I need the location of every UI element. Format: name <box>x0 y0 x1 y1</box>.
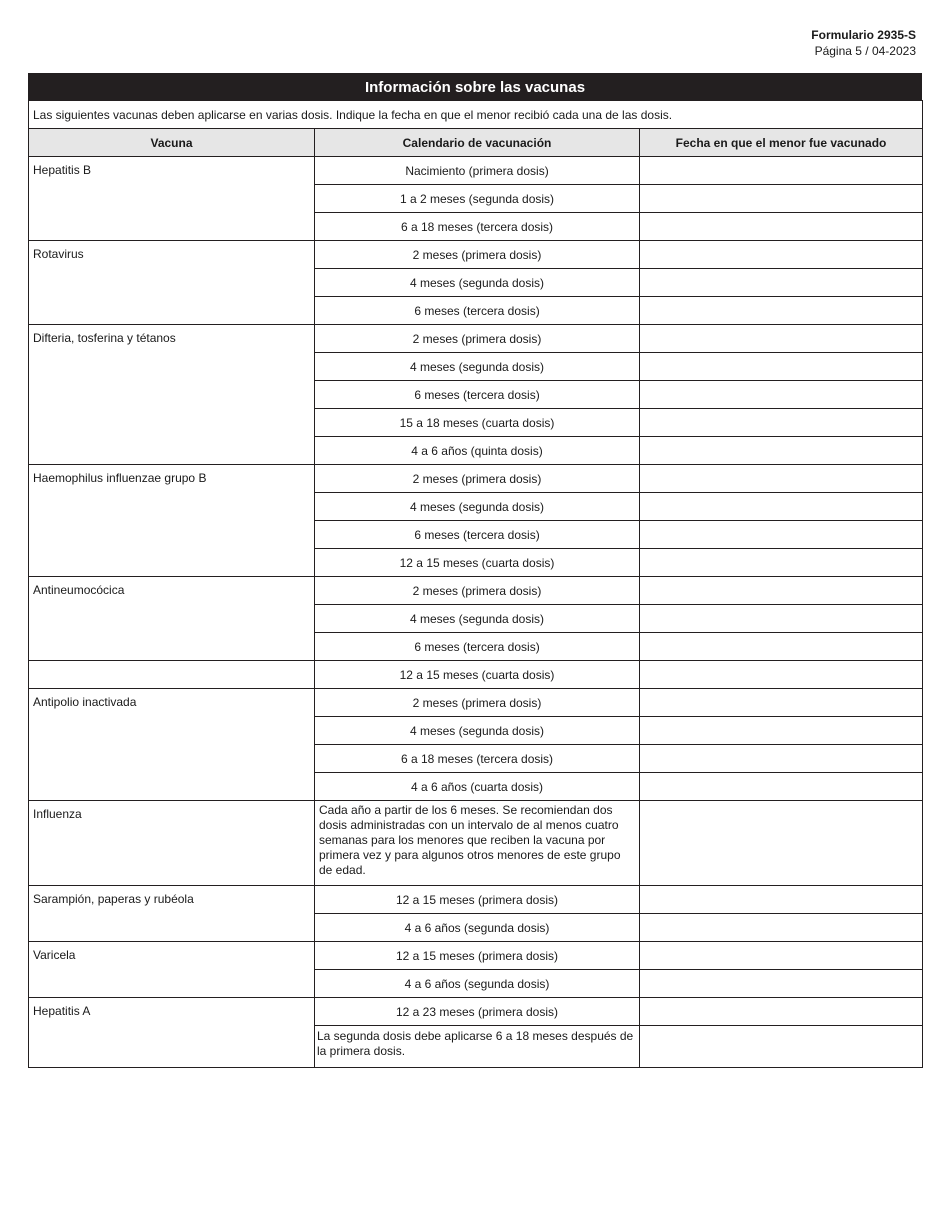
dose-schedule: 4 meses (segunda dosis) <box>315 605 640 633</box>
date-field[interactable] <box>640 605 923 633</box>
vaccine-name-influenza: Influenza <box>29 801 315 886</box>
dose-schedule: 4 a 6 años (segunda dosis) <box>315 970 640 998</box>
dose-schedule: 2 meses (primera dosis) <box>315 325 640 353</box>
vaccine-name-varicella: Varicela <box>29 942 315 998</box>
dose-schedule: 1 a 2 meses (segunda dosis) <box>315 185 640 213</box>
dose-schedule: 2 meses (primera dosis) <box>315 241 640 269</box>
dose-schedule: 4 meses (segunda dosis) <box>315 717 640 745</box>
table-row <box>29 801 923 886</box>
date-field[interactable] <box>640 325 923 353</box>
date-field[interactable] <box>640 745 923 773</box>
date-field[interactable] <box>640 970 923 998</box>
dose-schedule: 6 meses (tercera dosis) <box>315 297 640 325</box>
table-row <box>29 465 923 493</box>
column-header-schedule: Calendario de vacunación <box>315 129 640 157</box>
date-field[interactable] <box>640 353 923 381</box>
table-row <box>29 942 923 970</box>
dose-schedule: 4 a 6 años (cuarta dosis) <box>315 773 640 801</box>
date-field[interactable] <box>640 914 923 942</box>
vaccine-name-mmr: Sarampión, paperas y rubéola <box>29 886 315 942</box>
date-field[interactable] <box>640 773 923 801</box>
dose-schedule: 4 meses (segunda dosis) <box>315 493 640 521</box>
date-field[interactable] <box>640 717 923 745</box>
dose-schedule: 6 a 18 meses (tercera dosis) <box>315 213 640 241</box>
date-field[interactable] <box>640 549 923 577</box>
dose-schedule: 4 meses (segunda dosis) <box>315 269 640 297</box>
column-header-date: Fecha en que el menor fue vacunado <box>640 129 923 157</box>
date-field[interactable] <box>640 942 923 970</box>
vaccine-table <box>28 100 923 1068</box>
dose-schedule: 2 meses (primera dosis) <box>315 465 640 493</box>
date-field[interactable] <box>640 241 923 269</box>
section-title: Información sobre las vacunas <box>28 73 922 100</box>
date-field[interactable] <box>640 269 923 297</box>
date-field[interactable] <box>640 213 923 241</box>
dose-schedule: 6 meses (tercera dosis) <box>315 633 640 661</box>
date-field[interactable] <box>640 437 923 465</box>
vaccine-info-section <box>28 73 922 1068</box>
dose-schedule: 2 meses (primera dosis) <box>315 689 640 717</box>
dose-schedule: 4 a 6 años (segunda dosis) <box>315 914 640 942</box>
section-intro: Las siguientes vacunas deben aplicarse en varias dosis. Indique la fecha en que el menor recibió cada una de las dosis. <box>29 101 923 129</box>
column-header-vaccine: Vacuna <box>29 129 315 157</box>
date-field[interactable] <box>640 157 923 185</box>
dose-schedule: 12 a 15 meses (primera dosis) <box>315 886 640 914</box>
dose-schedule: 12 a 15 meses (primera dosis) <box>315 942 640 970</box>
vaccine-name-rotavirus: Rotavirus <box>29 241 315 325</box>
date-field[interactable] <box>640 185 923 213</box>
date-field[interactable] <box>640 801 923 886</box>
date-field[interactable] <box>640 661 923 689</box>
date-field[interactable] <box>640 521 923 549</box>
page-header <box>811 27 916 59</box>
table-row <box>29 157 923 185</box>
table-row <box>29 241 923 269</box>
table-row <box>29 886 923 914</box>
dose-schedule: 12 a 23 meses (primera dosis) <box>315 998 640 1026</box>
date-field[interactable] <box>640 409 923 437</box>
vaccine-name-blank <box>29 661 315 689</box>
dose-schedule: 6 meses (tercera dosis) <box>315 521 640 549</box>
vaccine-name-ipv: Antipolio inactivada <box>29 689 315 801</box>
date-field[interactable] <box>640 465 923 493</box>
date-field[interactable] <box>640 689 923 717</box>
dose-schedule: Nacimiento (primera dosis) <box>315 157 640 185</box>
dose-schedule: 4 a 6 años (quinta dosis) <box>315 437 640 465</box>
date-field[interactable] <box>640 1026 923 1068</box>
date-field[interactable] <box>640 297 923 325</box>
dose-schedule: 4 meses (segunda dosis) <box>315 353 640 381</box>
table-row <box>29 661 923 689</box>
dose-schedule: 15 a 18 meses (cuarta dosis) <box>315 409 640 437</box>
table-row <box>29 998 923 1026</box>
date-field[interactable] <box>640 886 923 914</box>
date-field[interactable] <box>640 577 923 605</box>
vaccine-name-hepatitis-b: Hepatitis B <box>29 157 315 241</box>
vaccine-name-hepatitis-a: Hepatitis A <box>29 998 315 1068</box>
vaccine-name-pneumococcal: Antineumocócica <box>29 577 315 661</box>
date-field[interactable] <box>640 633 923 661</box>
dose-schedule-note: Cada año a partir de los 6 meses. Se recomiendan dos dosis administradas con un intervalo de al menos cuatro semanas para los menores que reciben la vacuna por primera vez y para algunos otros menores de este grupo de edad. <box>315 801 640 886</box>
table-row <box>29 577 923 605</box>
dose-schedule: 6 a 18 meses (tercera dosis) <box>315 745 640 773</box>
dose-schedule: 12 a 15 meses (cuarta dosis) <box>315 661 640 689</box>
dose-schedule-note: La segunda dosis debe aplicarse 6 a 18 meses después de la primera dosis. <box>315 1026 640 1068</box>
date-field[interactable] <box>640 493 923 521</box>
dose-schedule: 12 a 15 meses (cuarta dosis) <box>315 549 640 577</box>
dose-schedule: 6 meses (tercera dosis) <box>315 381 640 409</box>
vaccine-name-hib: Haemophilus influenzae grupo B <box>29 465 315 577</box>
date-field[interactable] <box>640 381 923 409</box>
page-info: Página 5 / 04-2023 <box>814 44 916 58</box>
table-row <box>29 325 923 353</box>
vaccine-name-dtap: Difteria, tosferina y tétanos <box>29 325 315 465</box>
dose-schedule: 2 meses (primera dosis) <box>315 577 640 605</box>
date-field[interactable] <box>640 998 923 1026</box>
table-row <box>29 689 923 717</box>
form-number: Formulario 2935-S <box>811 28 916 42</box>
